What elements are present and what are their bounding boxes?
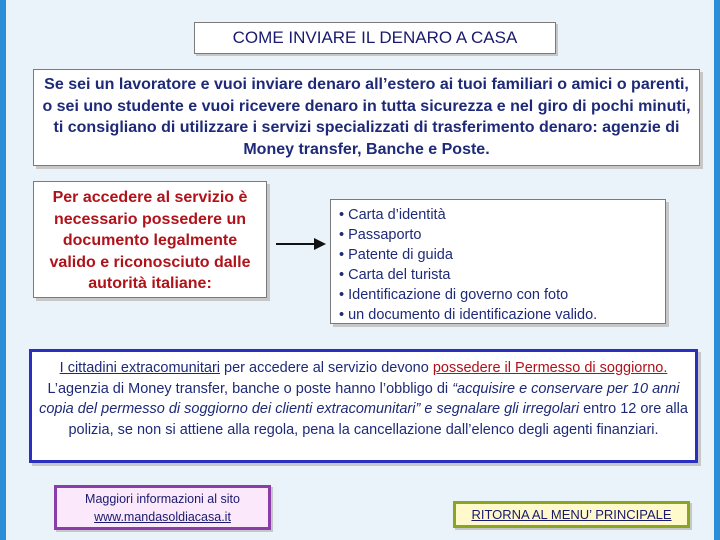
document-list-box <box>330 199 666 324</box>
permit-text-4: L’agenzia di Money transfer, banche o poste hanno l’obbligo di <box>47 380 453 397</box>
intro-text: Se sei un lavoratore e vuoi inviare denaro all’estero ai tuoi familiari o amici o parenti, o sei uno studente e vuoi ricevere denaro in tutta sicurezza e nel giro di pochi minuti, ti consigliano di utilizzare i servizi specializzati di trasferimento denaro: agenzie di Money transfer, Banche e Poste. <box>33 69 700 166</box>
non-eu-citizens-text: I cittadini extracomunitari <box>59 360 221 376</box>
report-irregular-text: e segnalare gli irregolari <box>424 401 580 417</box>
document-item: • Carta del turista <box>339 265 657 285</box>
permit-requirement-text: possedere il Permesso di soggiorno. <box>432 360 668 376</box>
document-item: • Carta d’identità <box>339 205 657 225</box>
residence-permit-notice <box>29 349 698 463</box>
document-item: • Identificazione di governo con foto <box>339 285 657 305</box>
page-title: COME INVIARE IL DENARO A CASA <box>194 22 556 54</box>
document-item: • un documento di identificazione valido. <box>339 305 657 325</box>
return-to-menu-link[interactable]: RITORNA AL MENU’ PRINCIPALE <box>453 501 690 528</box>
permit-text-8: entro 12 ore alla polizia, se non si attiene alla regola, pena la cancellazione dall’elenco degli agenti finanziari. <box>68 401 688 438</box>
permit-text-2: per accedere al servizio devono <box>220 360 433 376</box>
access-requirement-text: Per accedere al servizio è necessario possedere un documento legalmente valido e riconosciuto dalle autorità italiane: <box>33 181 267 298</box>
permit-quote-text: “acquisire e conservare per 10 anni copia del permesso di soggiorno dei clienti extracomunitari” <box>39 380 680 417</box>
more-info-box <box>54 485 271 530</box>
right-arrow-icon <box>276 236 326 252</box>
more-info-label: Maggiori informazioni al sito <box>85 492 240 506</box>
document-list <box>339 205 657 325</box>
website-link[interactable]: www.mandasoldiacasa.it <box>94 510 231 524</box>
document-item: • Passaporto <box>339 225 657 245</box>
document-item: • Patente di guida <box>339 245 657 265</box>
